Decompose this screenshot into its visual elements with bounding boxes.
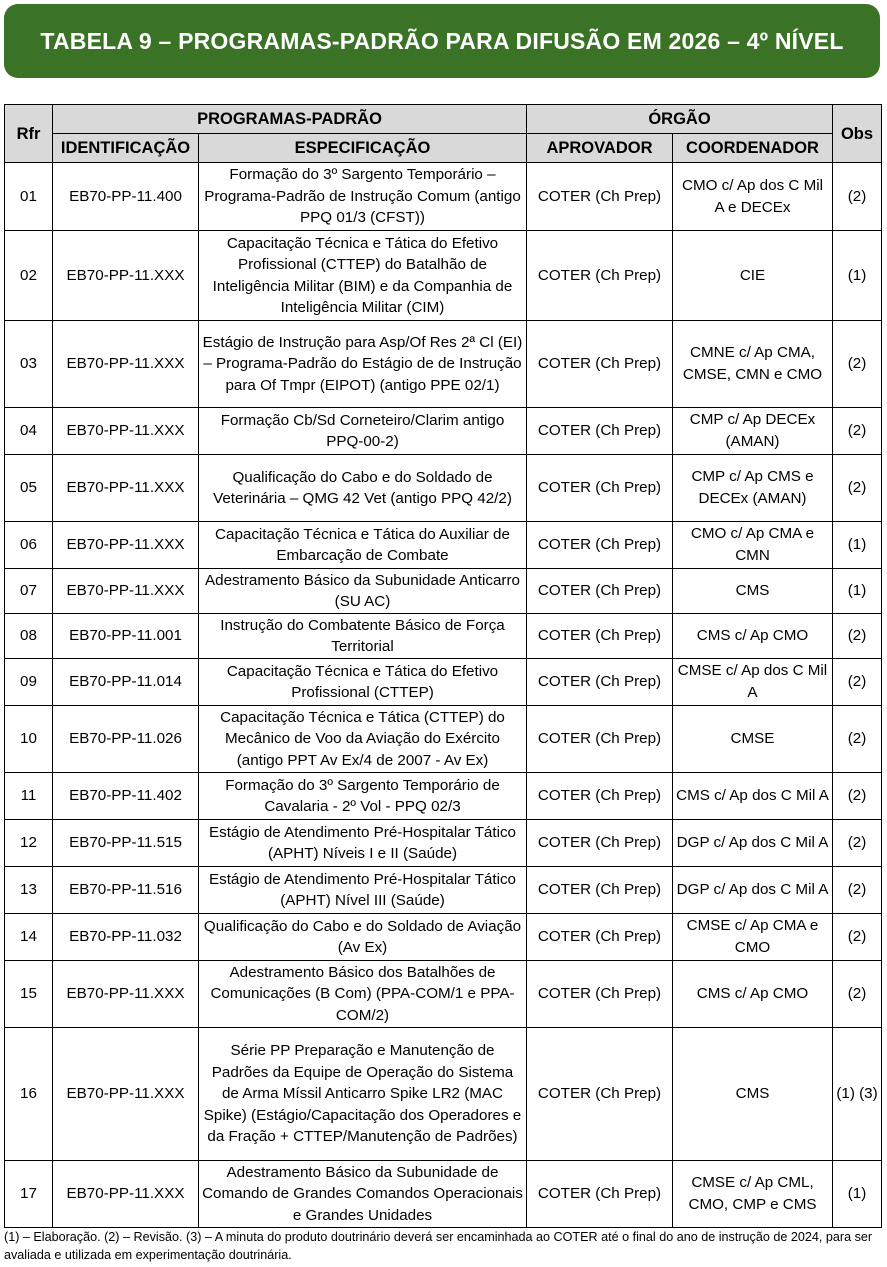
header-orgao: ÓRGÃO (527, 105, 833, 134)
table-row (5, 321, 882, 408)
cell-identificacao: EB70-PP-11.516 (53, 867, 199, 914)
cell-obs: (1) (833, 569, 882, 614)
page-title: TABELA 9 – PROGRAMAS-PADRÃO PARA DIFUSÃO EM 2026 – 4º NÍVEL (40, 27, 844, 54)
table-row (5, 522, 882, 569)
cell-rfr: 05 (5, 455, 53, 522)
cell-aprovador: COTER (Ch Prep) (527, 961, 673, 1028)
cell-rfr: 13 (5, 867, 53, 914)
header-identificacao: IDENTIFICAÇÃO (53, 134, 199, 163)
cell-coordenador: CMSE c/ Ap CML, CMO, CMP e CMS (673, 1161, 833, 1228)
cell-aprovador: COTER (Ch Prep) (527, 820, 673, 867)
cell-identificacao: EB70-PP-11.XXX (53, 522, 199, 569)
cell-rfr: 06 (5, 522, 53, 569)
cell-identificacao: EB70-PP-11.402 (53, 773, 199, 820)
cell-aprovador: COTER (Ch Prep) (527, 914, 673, 961)
table-row (5, 773, 882, 820)
cell-identificacao: EB70-PP-11.400 (53, 163, 199, 231)
cell-obs: (2) (833, 820, 882, 867)
cell-identificacao: EB70-PP-11.XXX (53, 961, 199, 1028)
table-row (5, 1161, 882, 1228)
cell-aprovador: COTER (Ch Prep) (527, 569, 673, 614)
cell-aprovador: COTER (Ch Prep) (527, 659, 673, 706)
cell-obs: (2) (833, 163, 882, 231)
table-row (5, 614, 882, 659)
cell-aprovador: COTER (Ch Prep) (527, 1161, 673, 1228)
cell-coordenador: CMSE c/ Ap dos C Mil A (673, 659, 833, 706)
cell-especificacao: Qualificação do Cabo e do Soldado de Veterinária – QMG 42 Vet (antigo PPQ 42/2) (199, 455, 527, 522)
table-row (5, 569, 882, 614)
cell-aprovador: COTER (Ch Prep) (527, 455, 673, 522)
cell-rfr: 11 (5, 773, 53, 820)
cell-especificacao: Capacitação Técnica e Tática do Efetivo Profissional (CTTEP) (199, 659, 527, 706)
cell-especificacao: Série PP Preparação e Manutenção de Padrões da Equipe de Operação do Sistema de Arma Míssil Anticarro Spike LR2 (MAC Spike) (Estágio/Capacitação dos Operadores e da Fração + CTTEP/Manutenção de Padrões) (199, 1028, 527, 1161)
cell-rfr: 16 (5, 1028, 53, 1161)
cell-identificacao: EB70-PP-11.001 (53, 614, 199, 659)
cell-rfr: 12 (5, 820, 53, 867)
cell-obs: (1) (833, 1161, 882, 1228)
title-banner (4, 4, 880, 78)
cell-rfr: 03 (5, 321, 53, 408)
cell-coordenador: DGP c/ Ap dos C Mil A (673, 867, 833, 914)
table-row (5, 706, 882, 773)
cell-obs: (2) (833, 321, 882, 408)
cell-especificacao: Estágio de Atendimento Pré-Hospitalar Tático (APHT) Nível III (Saúde) (199, 867, 527, 914)
table-row (5, 1028, 882, 1161)
cell-rfr: 10 (5, 706, 53, 773)
cell-rfr: 04 (5, 408, 53, 455)
cell-coordenador: CMO c/ Ap dos C Mil A e DECEx (673, 163, 833, 231)
cell-identificacao: EB70-PP-11.026 (53, 706, 199, 773)
cell-aprovador: COTER (Ch Prep) (527, 231, 673, 321)
table-row (5, 408, 882, 455)
cell-identificacao: EB70-PP-11.014 (53, 659, 199, 706)
cell-obs: (2) (833, 659, 882, 706)
cell-especificacao: Capacitação Técnica e Tática do Auxiliar de Embarcação de Combate (199, 522, 527, 569)
cell-obs: (2) (833, 914, 882, 961)
cell-rfr: 09 (5, 659, 53, 706)
cell-especificacao: Instrução do Combatente Básico de Força Territorial (199, 614, 527, 659)
cell-rfr: 15 (5, 961, 53, 1028)
cell-especificacao: Formação Cb/Sd Corneteiro/Clarim antigo PPQ-00-2) (199, 408, 527, 455)
cell-aprovador: COTER (Ch Prep) (527, 1028, 673, 1161)
cell-obs: (2) (833, 773, 882, 820)
table-row (5, 914, 882, 961)
cell-identificacao: EB70-PP-11.XXX (53, 1161, 199, 1228)
header-coordenador: COORDENADOR (673, 134, 833, 163)
cell-aprovador: COTER (Ch Prep) (527, 321, 673, 408)
cell-obs: (2) (833, 706, 882, 773)
header-aprovador: APROVADOR (527, 134, 673, 163)
cell-aprovador: COTER (Ch Prep) (527, 773, 673, 820)
cell-especificacao: Adestramento Básico da Subunidade de Comando de Grandes Comandos Operacionais e Grandes Unidades (199, 1161, 527, 1228)
header-programas: PROGRAMAS-PADRÃO (53, 105, 527, 134)
cell-identificacao: EB70-PP-11.032 (53, 914, 199, 961)
cell-especificacao: Adestramento Básico da Subunidade Anticarro (SU AC) (199, 569, 527, 614)
cell-coordenador: CMO c/ Ap CMA e CMN (673, 522, 833, 569)
cell-coordenador: CMP c/ Ap CMS e DECEx (AMAN) (673, 455, 833, 522)
cell-obs: (1) (833, 522, 882, 569)
cell-aprovador: COTER (Ch Prep) (527, 163, 673, 231)
cell-aprovador: COTER (Ch Prep) (527, 706, 673, 773)
cell-identificacao: EB70-PP-11.XXX (53, 321, 199, 408)
cell-identificacao: EB70-PP-11.XXX (53, 231, 199, 321)
header-obs: Obs (833, 105, 882, 163)
cell-especificacao: Qualificação do Cabo e do Soldado de Aviação (Av Ex) (199, 914, 527, 961)
cell-aprovador: COTER (Ch Prep) (527, 522, 673, 569)
cell-rfr: 14 (5, 914, 53, 961)
cell-especificacao: Formação do 3º Sargento Temporário – Programa-Padrão de Instrução Comum (antigo PPQ 01/3 (CFST)) (199, 163, 527, 231)
cell-especificacao: Formação do 3º Sargento Temporário de Cavalaria - 2º Vol - PPQ 02/3 (199, 773, 527, 820)
cell-coordenador: CMS (673, 1028, 833, 1161)
programs-table (4, 104, 882, 1228)
table-row (5, 231, 882, 321)
table-row (5, 820, 882, 867)
table-row (5, 867, 882, 914)
cell-especificacao: Estágio de Instrução para Asp/Of Res 2ª Cl (EI) – Programa-Padrão do Estágio de de Instrução para Of Tmpr (EIPOT) (antigo PPE 02/1) (199, 321, 527, 408)
cell-coordenador: CMS c/ Ap dos C Mil A (673, 773, 833, 820)
cell-aprovador: COTER (Ch Prep) (527, 408, 673, 455)
cell-obs: (2) (833, 455, 882, 522)
cell-identificacao: EB70-PP-11.XXX (53, 455, 199, 522)
table-row (5, 163, 882, 231)
cell-obs: (1) (833, 231, 882, 321)
cell-rfr: 02 (5, 231, 53, 321)
cell-rfr: 17 (5, 1161, 53, 1228)
cell-especificacao: Capacitação Técnica e Tática do Efetivo Profissional (CTTEP) do Batalhão de Inteligência Militar (BIM) e da Companhia de Inteligência Militar (CIM) (199, 231, 527, 321)
cell-obs: (2) (833, 867, 882, 914)
cell-especificacao: Capacitação Técnica e Tática (CTTEP) do Mecânico de Voo da Aviação do Exército (antigo PPT Av Ex/4 de 2007 - Av Ex) (199, 706, 527, 773)
cell-identificacao: EB70-PP-11.515 (53, 820, 199, 867)
table-row (5, 961, 882, 1028)
cell-obs: (2) (833, 408, 882, 455)
cell-rfr: 07 (5, 569, 53, 614)
cell-aprovador: COTER (Ch Prep) (527, 614, 673, 659)
cell-coordenador: CMS c/ Ap CMO (673, 961, 833, 1028)
header-especificacao: ESPECIFICAÇÃO (199, 134, 527, 163)
table-row (5, 455, 882, 522)
cell-coordenador: CMSE (673, 706, 833, 773)
cell-coordenador: CMSE c/ Ap CMA e CMO (673, 914, 833, 961)
cell-coordenador: CMNE c/ Ap CMA, CMSE, CMN e CMO (673, 321, 833, 408)
cell-rfr: 08 (5, 614, 53, 659)
cell-obs: (1) (3) (833, 1028, 882, 1161)
cell-aprovador: COTER (Ch Prep) (527, 867, 673, 914)
cell-especificacao: Estágio de Atendimento Pré-Hospitalar Tático (APHT) Níveis I e II (Saúde) (199, 820, 527, 867)
cell-coordenador: CMS (673, 569, 833, 614)
cell-identificacao: EB70-PP-11.XXX (53, 569, 199, 614)
cell-obs: (2) (833, 614, 882, 659)
footnote: (1) – Elaboração. (2) – Revisão. (3) – A minuta do produto doutrinário deverá ser encaminhada ao COTER até o final do ano de instrução de 2024, para ser avaliada e utilizada em experimentação doutrinária. (4, 1230, 873, 1262)
cell-coordenador: CIE (673, 231, 833, 321)
cell-especificacao: Adestramento Básico dos Batalhões de Comunicações (B Com) (PPA-COM/1 e PPA-COM/2) (199, 961, 527, 1028)
table-row (5, 659, 882, 706)
cell-coordenador: CMP c/ Ap DECEx (AMAN) (673, 408, 833, 455)
cell-rfr: 01 (5, 163, 53, 231)
cell-obs: (2) (833, 961, 882, 1028)
cell-identificacao: EB70-PP-11.XXX (53, 1028, 199, 1161)
header-rfr: Rfr (5, 105, 53, 163)
cell-identificacao: EB70-PP-11.XXX (53, 408, 199, 455)
cell-coordenador: DGP c/ Ap dos C Mil A (673, 820, 833, 867)
cell-coordenador: CMS c/ Ap CMO (673, 614, 833, 659)
